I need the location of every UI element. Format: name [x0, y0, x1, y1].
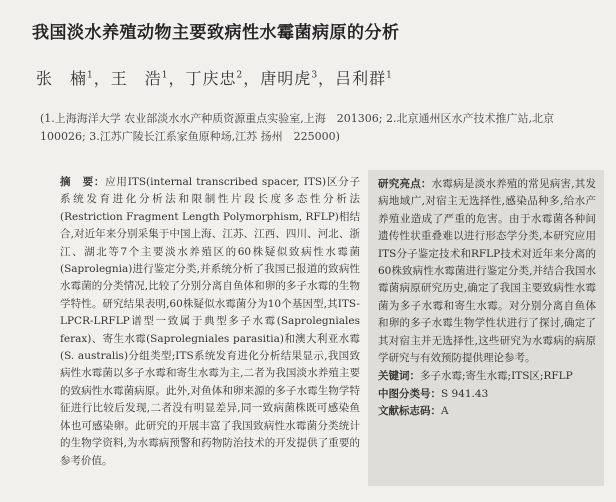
author-list: 张 楠$^1$，王 浩$^1$，丁庆忠$^2$，唐明虎$^3$，吕利群$^1$ [36, 69, 393, 88]
affiliations: (1.上海海洋大学 农业部淡水水产种质资源重点实验室,上海 201306; 2.北京通州区水产技术推广站,北京 100026; 3.江苏广陵长江系家鱼原种场,江苏 扬州 225000) [40, 112, 565, 143]
clc-label: 中图分类号： [378, 387, 441, 400]
author-affil-mark: 1 [87, 70, 94, 81]
author-affil-mark: 2 [236, 70, 244, 81]
keywords-text: 多子水霉;寄生水霉;ITS区;RFLP [420, 370, 573, 383]
author-affil-mark: 1 [161, 70, 169, 81]
author-name: 吕利群 [335, 69, 387, 88]
doc-code-label: 文献标志码： [378, 405, 441, 418]
abstract-text: 应用ITS(internal transcribed spacer, ITS)区分子系统发育进化分析法和限制性片段长度多态性分析法(Restriction Fragment Length Polymorphism, RFLP)相结合,对近年来分别采集于中国上海、江苏、江西、四川、河北、浙江、湖北等7个主要淡水养殖区的60株疑似致病性水霉菌(Saprolegnia)进行鉴定分类,并系统分析了我国已报道的致病性水霉菌的分类情况,比较了分别分离自鱼体和卵的多子水霉的生物学特性。研究结果表明,60株疑似水霉菌分为10个基因型,其ITS-LPCR-LRFLP谱型一致属于典型多子水霉(Saprolegniales ferax)、寄生水霉(Saprolegniales parasitia)和澳大利亚水霉(S. australis)分组类型;ITS系统发育进化分析结果显示,我国致病性水霉菌以多子水霉和寄生水霉为主,二者为我国淡水养殖主要的致病性水霉菌病原。此外,对鱼体和卵来源的多子水霉生物学特征进行比较后发现,二者没有明显差异,同一致病菌株既可感染鱼体也可感染卵。此研究的开展丰富了我国致病性水霉菌分类统计的生物学资料,为水霉病预警和药物防治技术的开发提供了重要的参考价值。 [60, 176, 360, 467]
author-name: 唐明虎 [260, 69, 312, 88]
abstract-block [60, 174, 360, 470]
paper-title: 我国淡水养殖动物主要致病性水霉菌病原的分析 [32, 23, 400, 43]
highlights-box [368, 170, 604, 486]
author-name: 丁庆忠 [185, 69, 237, 88]
highlights-label: 研究亮点： [378, 178, 432, 190]
author-name: 王 浩 [110, 69, 162, 88]
clc-text: S 941.43 [441, 387, 489, 400]
keywords-label: 关键词： [378, 370, 420, 383]
abstract-label: 摘 要： [60, 176, 106, 188]
doc-code-text: A [441, 405, 449, 418]
author-name: 张 楠 [36, 69, 88, 88]
author-affil-mark: 1 [386, 70, 393, 81]
author-affil-mark: 3 [311, 70, 319, 81]
highlights-text: 水霉病是淡水养殖的常见病害,其发病地域广,对宿主无选择性,感染品种多,给水产养殖业造成了严重的危害。由于水霉菌各种间遗传性状重叠难以进行形态学分类,本研究应用ITS分子鉴定技术和RFLP技术对近年来分离的60株致病性水霉菌进行鉴定分类,并结合我国水霉菌病原研究历史,确定了我国主要致病性水霉菌为多子水霉和寄生水霉。对分别分离自鱼体和卵的多子水霉生物学性状进行了探讨,确定了其对宿主并无选择性,这些研究为水霉病的病原学研究与有效预防提供理论参考。 [378, 178, 597, 365]
